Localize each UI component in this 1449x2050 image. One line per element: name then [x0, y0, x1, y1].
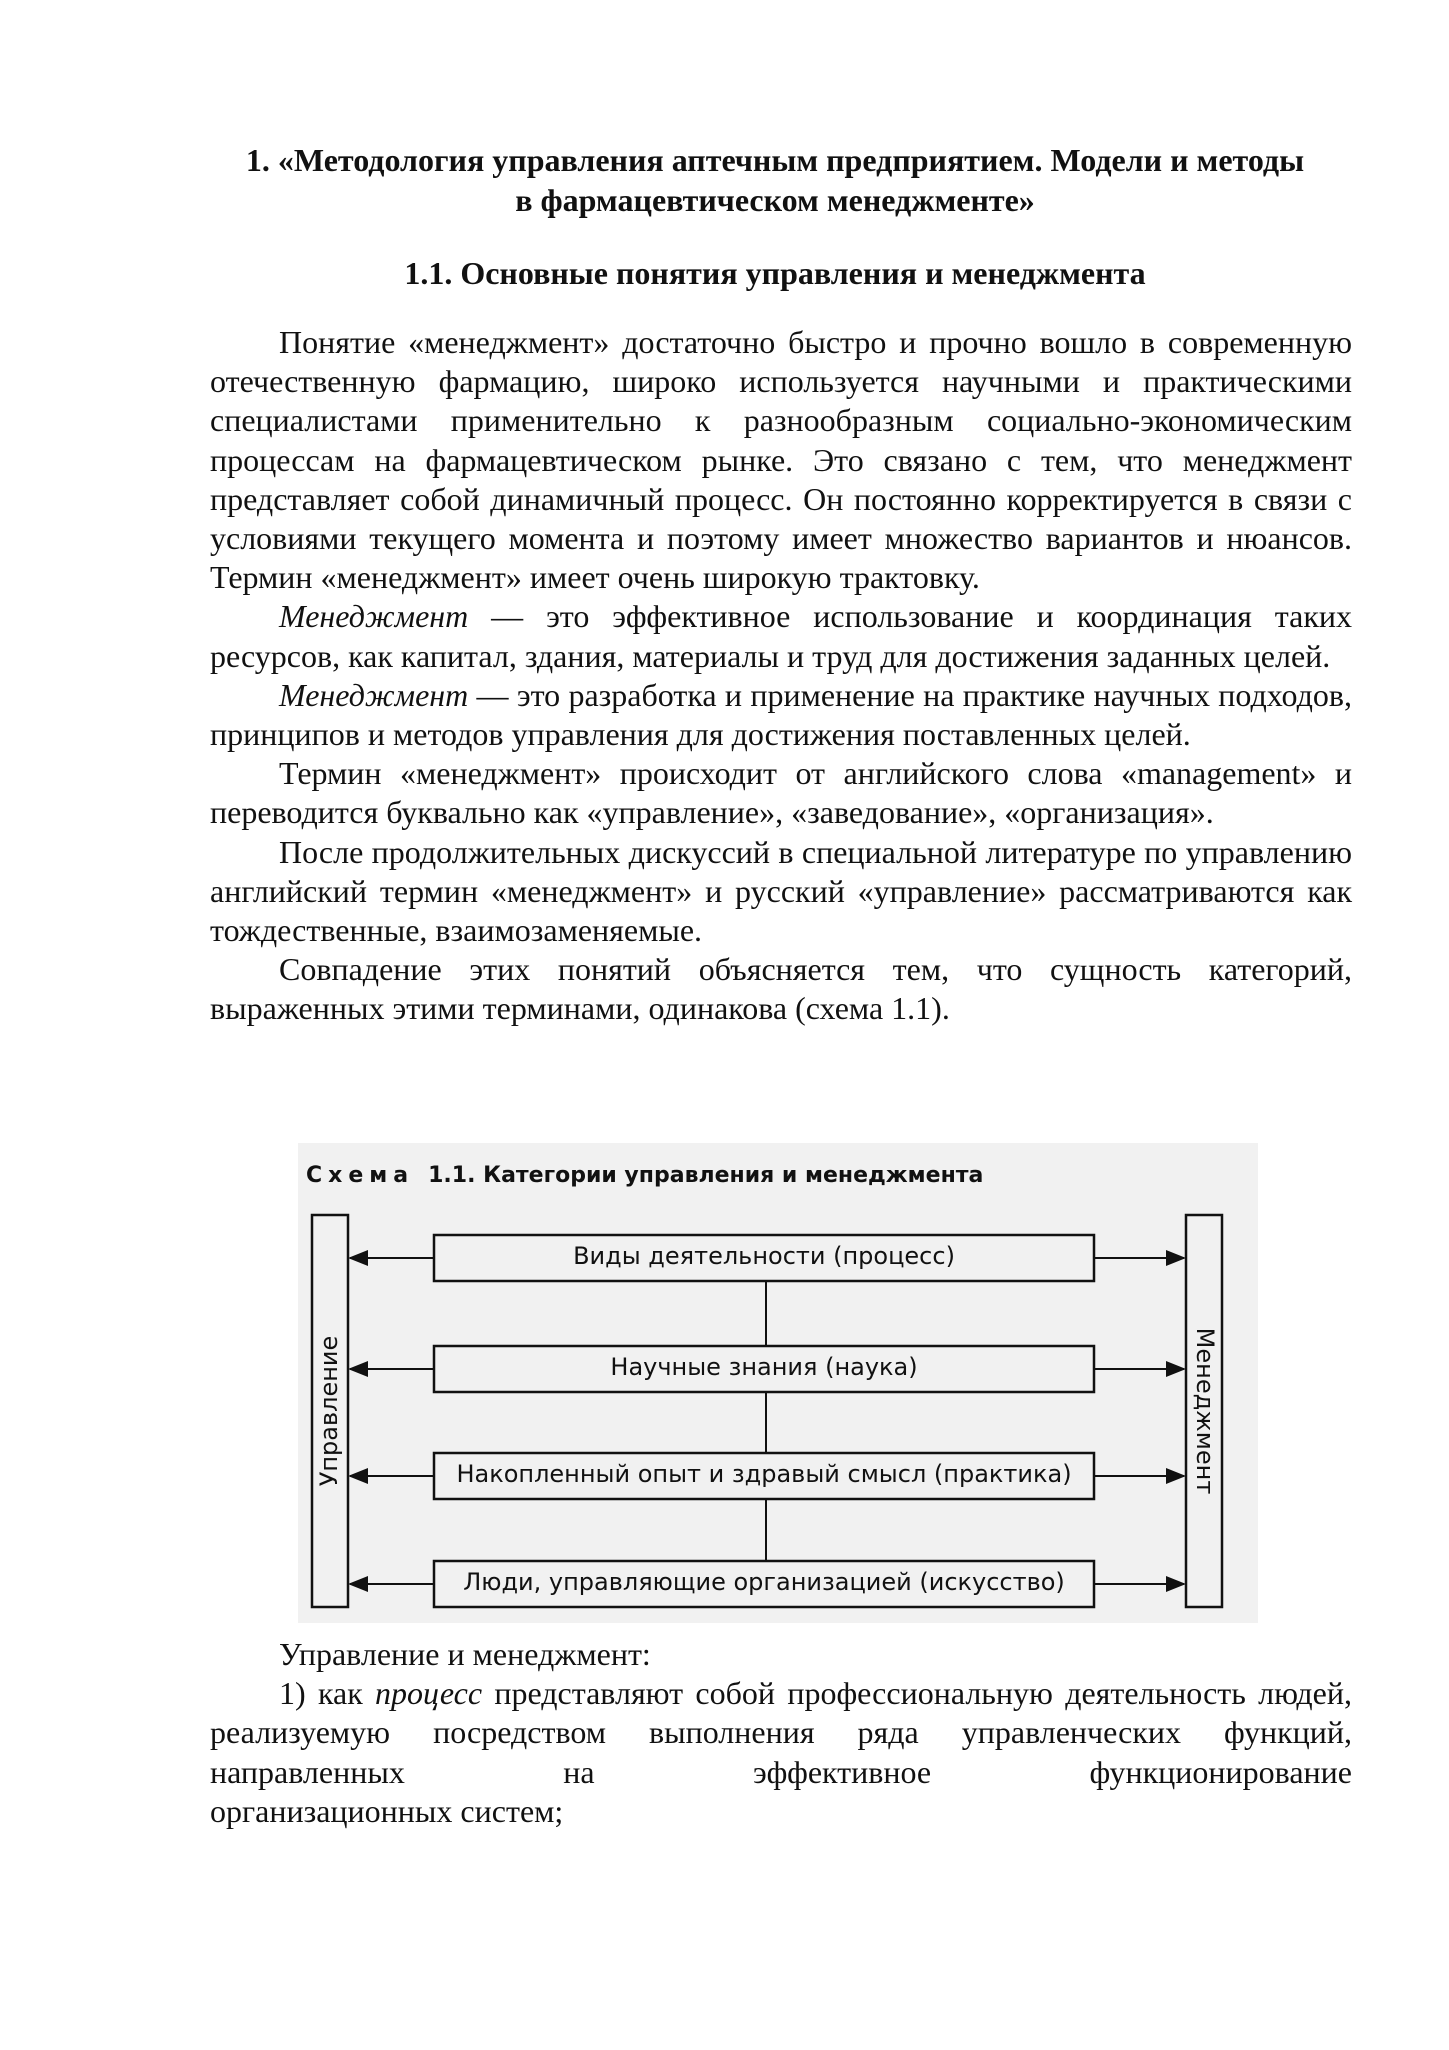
scheme-figure — [298, 1143, 1258, 1623]
paragraph-1: Понятие «менеджмент» достаточно быстро и прочно вошло в современную отечественную фармацию, широко используется научными и практическими специалистами применительно к разнообразным социально-экономическим процессам на фармацевтическом рынке. Это связано с тем, что менеджмент представляет собой динамичный процесс. Он постоянно корректируется в связи с условиями текущего момента и поэтому имеет множество вариантов и нюансов. Термин «менеджмент» имеет очень широкую трактовку. — [210, 324, 1352, 596]
paragraph-6: Совпадение этих понятий объясняется тем, что сущность категорий, выраженных этими терминами, одинакова (схема 1.1). — [210, 951, 1352, 1027]
list-item-1-start: 1) как — [279, 1675, 376, 1712]
box-label-science: Научные знания (наука) — [610, 1353, 918, 1381]
list-item-1-text: представляют собой профессиональную деятельность людей, реализуемую посредством выполнения ряда управленческих функций, направленных на эффективное функционирование — [210, 1675, 1353, 1790]
box-label-art: Люди, управляющие организацией (искусство) — [463, 1568, 1065, 1596]
paragraph-4: Термин «менеджмент» происходит от английского слова «management» и переводится буквально как «управление», «заведование», «организация». — [210, 755, 1352, 831]
term-management-1: Менеджмент — [279, 598, 469, 635]
paragraph-2 — [210, 597, 1352, 675]
continuation-text — [210, 1635, 1352, 1831]
paragraph-3 — [210, 676, 1352, 754]
right-side-label: Менеджмент — [1191, 1327, 1219, 1495]
left-side-label: Управление — [315, 1335, 343, 1487]
paragraph-5: После продолжительных дискуссий в специальной литературе по управлению английский термин «менеджмент» и русский «управление» рассматриваются как тождественные, взаимозаменяемые. — [210, 833, 1352, 949]
list-intro: Управление и менеджмент: — [279, 1636, 651, 1672]
scheme-title-text: 1.1. Категории управления и менеджмента — [428, 1163, 984, 1188]
term-process: процесс — [375, 1675, 483, 1712]
scheme-diagram — [298, 1143, 1258, 1623]
box-label-activity: Виды деятельности (процесс) — [573, 1242, 955, 1270]
box-label-practice: Накопленный опыт и здравый смысл (практика) — [456, 1460, 1072, 1488]
section-heading-line-2: в фармацевтическом менеджменте» — [515, 182, 1035, 218]
paragraph-2-text: — это эффективное использование и координация таких ресурсов, как капитал, здания, материалы и труд для достижения заданных целей. — [210, 598, 1352, 674]
subsection-heading: 1.1. Основные понятия управления и менеджмента — [404, 255, 1146, 291]
scheme-title-prefix: Схема — [306, 1163, 415, 1188]
list-item-1 — [210, 1674, 1352, 1792]
paragraph-3-text: — это разработка и применение на практике научных подходов, принципов и методов управления для достижения поставленных целей. — [210, 676, 1352, 753]
list-item-1-end: организационных систем; — [210, 1792, 564, 1829]
section-heading — [200, 140, 1350, 220]
term-management-2: Менеджмент — [279, 676, 469, 713]
body-text — [210, 323, 1352, 1029]
scheme-title — [306, 1163, 983, 1188]
section-heading-line-1: 1. «Методология управления аптечным предприятием. Модели и методы — [245, 142, 1305, 178]
